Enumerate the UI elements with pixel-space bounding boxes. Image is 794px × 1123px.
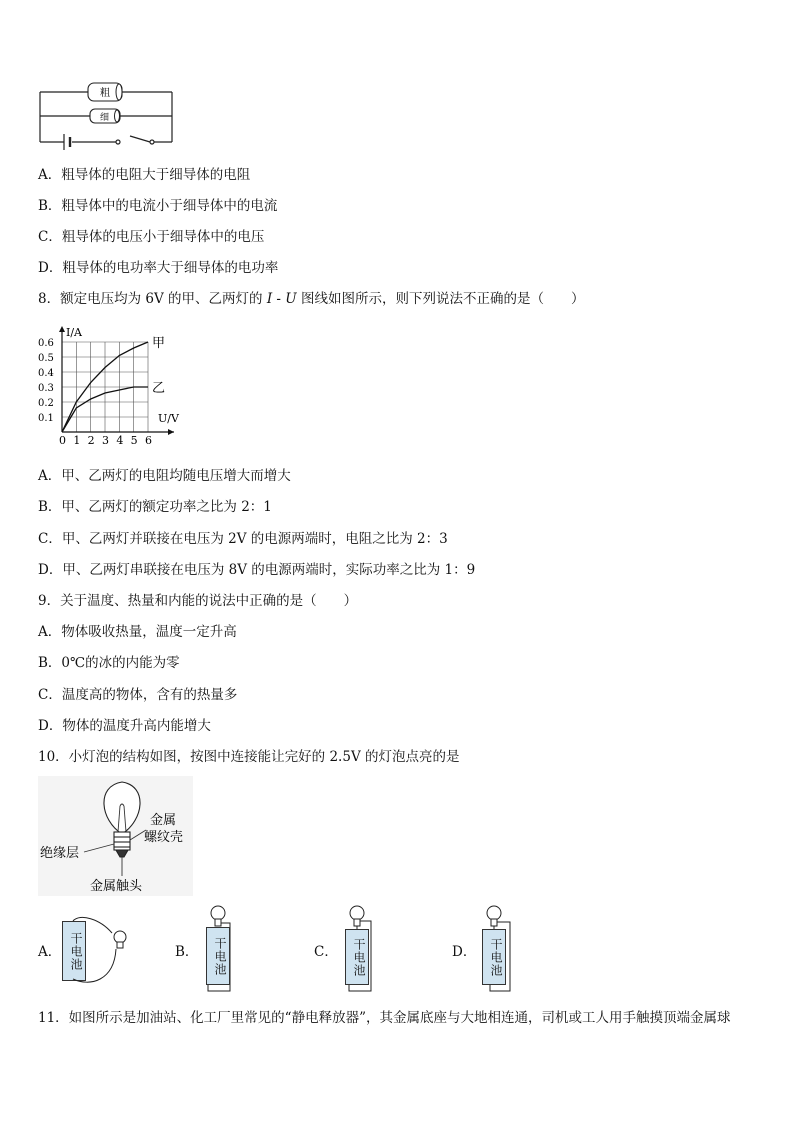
bulb-structure-figure [38, 776, 193, 896]
thick-label: 粗 [100, 88, 110, 99]
y-axis-arrow [59, 326, 65, 332]
x-tick-label: 1 [73, 434, 81, 447]
bulb-label-contact: 金属触头 [90, 879, 143, 894]
battery: 干电池 [206, 927, 230, 985]
iu-chart [36, 322, 186, 447]
battery: 干电池 [62, 921, 86, 981]
x-tick-label: 4 [116, 434, 124, 447]
x-tick-label: 6 [145, 434, 152, 447]
x-tick-label: 5 [130, 434, 138, 447]
q10-option-b-figure [198, 903, 240, 995]
q10-option-c-label: C． [314, 944, 338, 960]
x-axis-label: U/V [158, 412, 179, 425]
y-tick-label: 0.4 [38, 368, 54, 379]
q10-option-c-figure [337, 903, 379, 995]
q8-stem-post: 图线如图所示，则下列说法不正确的是（ ） [296, 291, 585, 307]
y-tick-label: 0.6 [38, 338, 54, 349]
x-tick-label: 0 [59, 434, 66, 447]
series-label-2: 乙 [152, 381, 166, 396]
q8-stem-pre: 8．额定电压均为 6V 的甲、乙两灯的 [38, 291, 267, 307]
x-axis-arrow [168, 429, 174, 435]
q7-option-a: A．粗导体的电阻大于细导体的电阻 [38, 167, 251, 183]
q11-stem: 11．如图所示是加油站、化工厂里常见的“静电释放器”，其金属底座与大地相连通，司机或工人用手触摸顶端金属球 [38, 1010, 731, 1026]
x-tick-label: 2 [87, 434, 95, 447]
y-tick-label: 0.1 [38, 413, 54, 424]
bulb-label-insulation: 绝缘层 [40, 846, 80, 861]
y-tick-label: 0.2 [38, 398, 54, 409]
q10-option-b-label: B． [175, 944, 199, 960]
q9-option-d: D．物体的温度升高内能增大 [38, 718, 211, 734]
q7-option-c: C．粗导体的电压小于细导体中的电压 [38, 229, 265, 245]
q7-option-b: B．粗导体中的电流小于细导体中的电流 [38, 198, 278, 214]
q10-option-d-figure [476, 903, 518, 995]
battery: 干电池 [345, 929, 369, 985]
q7-option-d: D．粗导体的电功率大于细导体的电功率 [38, 260, 279, 276]
q8-stem-iu: I - U [266, 291, 297, 307]
x-tick-label: 3 [102, 434, 109, 447]
bulb-label-metal: 金属 [150, 813, 177, 828]
y-tick-label: 0.3 [38, 383, 54, 394]
q10-option-a-figure [60, 915, 136, 987]
q9-stem: 9．关于温度、热量和内能的说法中正确的是（ ） [38, 593, 358, 609]
y-axis-label: I/A [66, 326, 82, 339]
q8-option-a: A．甲、乙两灯的电阻均随电压增大而增大 [38, 468, 291, 484]
q8-option-c: C．甲、乙两灯并联接在电压为 2V 的电源两端时，电阻之比为 2：3 [38, 531, 448, 547]
q10-option-d-label: D． [452, 944, 477, 960]
q8-stem [38, 289, 584, 309]
q8-option-b: B．甲、乙两灯的额定功率之比为 2：1 [38, 499, 272, 515]
bulb-label-thread: 螺纹壳 [144, 830, 184, 845]
q9-option-a: A．物体吸收热量，温度一定升高 [38, 624, 237, 640]
q9-option-b: B．0℃的冰的内能为零 [38, 655, 180, 671]
battery: 干电池 [482, 929, 506, 985]
series-label-1: 甲 [152, 336, 166, 351]
q8-option-d: D．甲、乙两灯串联接在电压为 8V 的电源两端时，实际功率之比为 1：9 [38, 562, 476, 578]
thin-label: 细 [100, 113, 110, 123]
q10-option-a-label: A． [38, 944, 62, 960]
q10-stem: 10．小灯泡的结构如图，按图中连接能让完好的 2.5V 的灯泡点亮的是 [38, 749, 460, 765]
q9-option-c: C．温度高的物体，含有的热量多 [38, 687, 238, 703]
y-tick-label: 0.5 [38, 353, 54, 364]
bulb-wire-a [60, 915, 136, 987]
parallel-circuit-figure [36, 78, 176, 150]
